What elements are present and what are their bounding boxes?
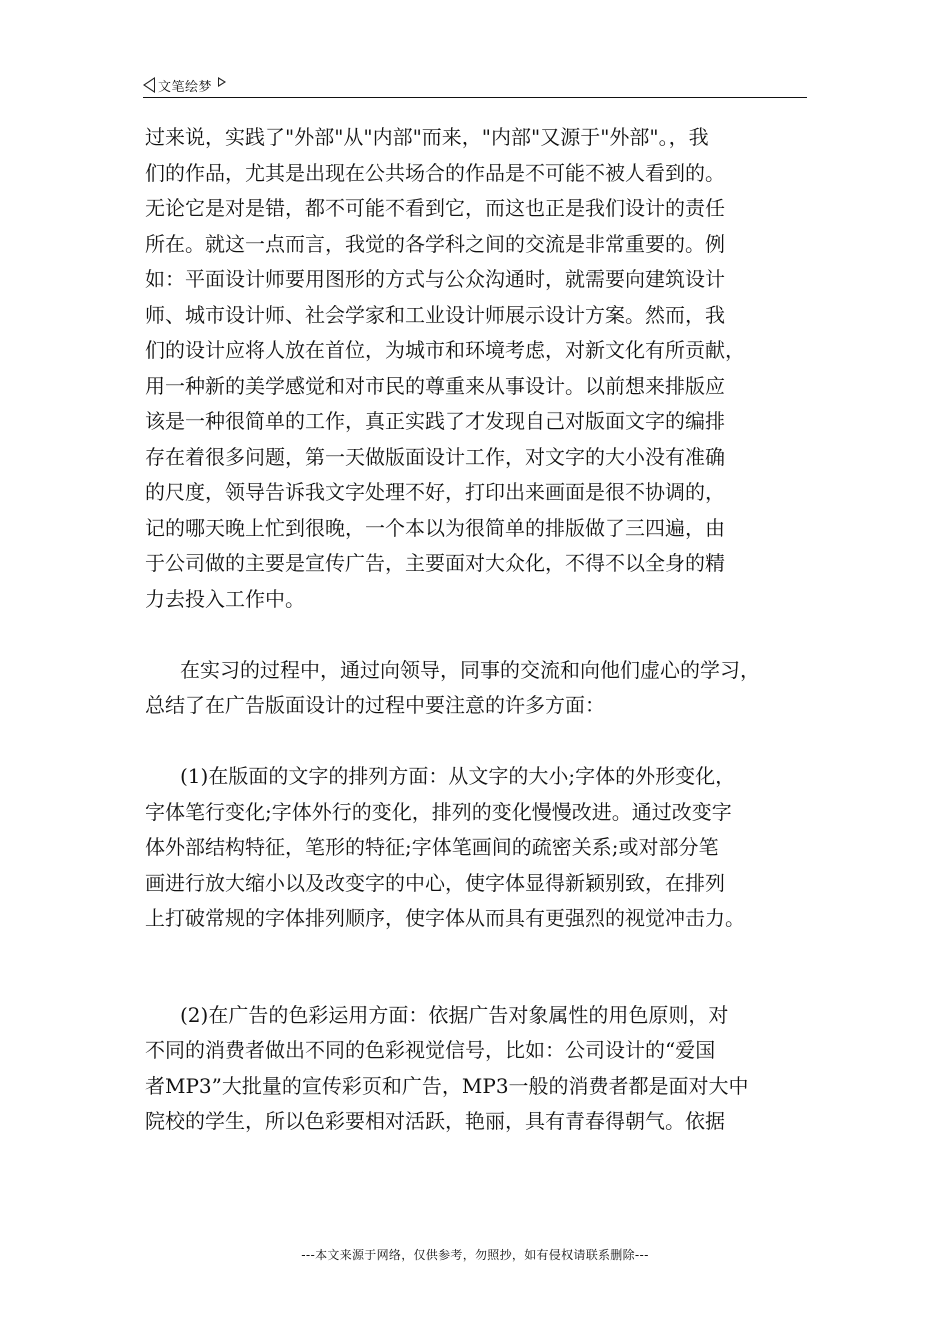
text-line: 如：平面设计师要用图形的方式与公众沟通时，就需要向建筑设计 [145,267,725,291]
text-line: 总结了在广告版面设计的过程中要注意的许多方面： [145,693,605,717]
text-line: 的尺度，领导告诉我文字处理不好，打印出来画面是很不协调的， [145,480,725,504]
paragraph-2 [145,653,810,724]
text-line: 过来说，实践了"外部"从"内部"而来，"内部"又源于"外部"。，我 [145,125,709,149]
paragraph-spacer [145,937,810,998]
page-header [143,74,226,96]
paragraph-spacer [145,617,810,653]
header-divider [143,97,807,98]
text-line: 们的设计应将人放在首位，为城市和环境考虑，对新文化有所贡献， [145,338,745,362]
text-line: (2)在广告的色彩运用方面：依据广告对象属性的用色原则，对 [180,1002,729,1027]
text-line: 不同的消费者做出不同的色彩视觉信号，比如：公司设计的“爱国 [145,1038,716,1062]
text-line: 所在。就这一点而言，我觉的各学科之间的交流是非常重要的。例 [145,231,725,256]
text-line: 们的作品，尤其是出现在公共场合的作品是不可能不被人看到的。 [145,160,725,185]
text-line: 师、城市设计师、社会学家和工业设计师展示设计方案。然而，我 [145,302,725,327]
paragraph-1 [145,120,810,617]
text-line: 用一种新的美学感觉和对市民的尊重来从事设计。以前想来排版应 [145,373,725,398]
paragraph-4 [145,998,810,1140]
text-line: 者MP3”大批量的宣传彩页和广告，MP3一般的消费者都是面对大中 [145,1073,749,1098]
paragraph-3 [145,759,810,937]
paragraph-spacer [145,724,810,760]
text-line: 于公司做的主要是宣传广告，主要面对大众化，不得不以全身的精 [145,551,725,575]
text-line: 该是一种很简单的工作，真正实践了才发现自己对版面文字的编排 [145,409,725,433]
document-body [145,120,810,1140]
triangle-left-icon [143,77,155,93]
header-title: 文笔绘梦 [158,79,213,95]
text-line: (1)在版面的文字的排列方面：从文字的大小;字体的外形变化， [180,764,736,788]
text-line: 记的哪天晚上忙到很晚，一个本以为很简单的排版做了三四遍，由 [145,515,725,540]
text-line: 字体笔行变化;字体外行的变化，排列的变化慢慢改进。通过改变字 [145,799,732,824]
text-line: 存在着很多问题，第一天做版面设计工作，对文字的大小没有准确 [145,444,725,469]
text-line: 院校的学生，所以色彩要相对活跃，艳丽，具有青春得朝气。依据 [145,1109,725,1133]
text-line: 力去投入工作中。 [145,586,305,611]
text-line: 上打破常规的字体排列顺序，使字体从而具有更强烈的视觉冲击力。 [145,906,745,930]
triangle-right-icon [218,77,226,87]
text-line: 画进行放大缩小以及改变字的中心，使字体显得新颖别致，在排列 [145,870,725,895]
text-line: 无论它是对是错，都不可能不看到它，而这也正是我们设计的责任 [145,196,725,220]
text-line: 在实习的过程中，通过向领导，同事的交流和向他们虚心的学习， [180,657,760,682]
text-line: 体外部结构特征，笔形的特征;字体笔画间的疏密关系;或对部分笔 [145,835,719,859]
footer-notice: ---本文来源于网络，仅供参考，勿照抄，如有侵权请联系删除--- [301,1248,649,1262]
